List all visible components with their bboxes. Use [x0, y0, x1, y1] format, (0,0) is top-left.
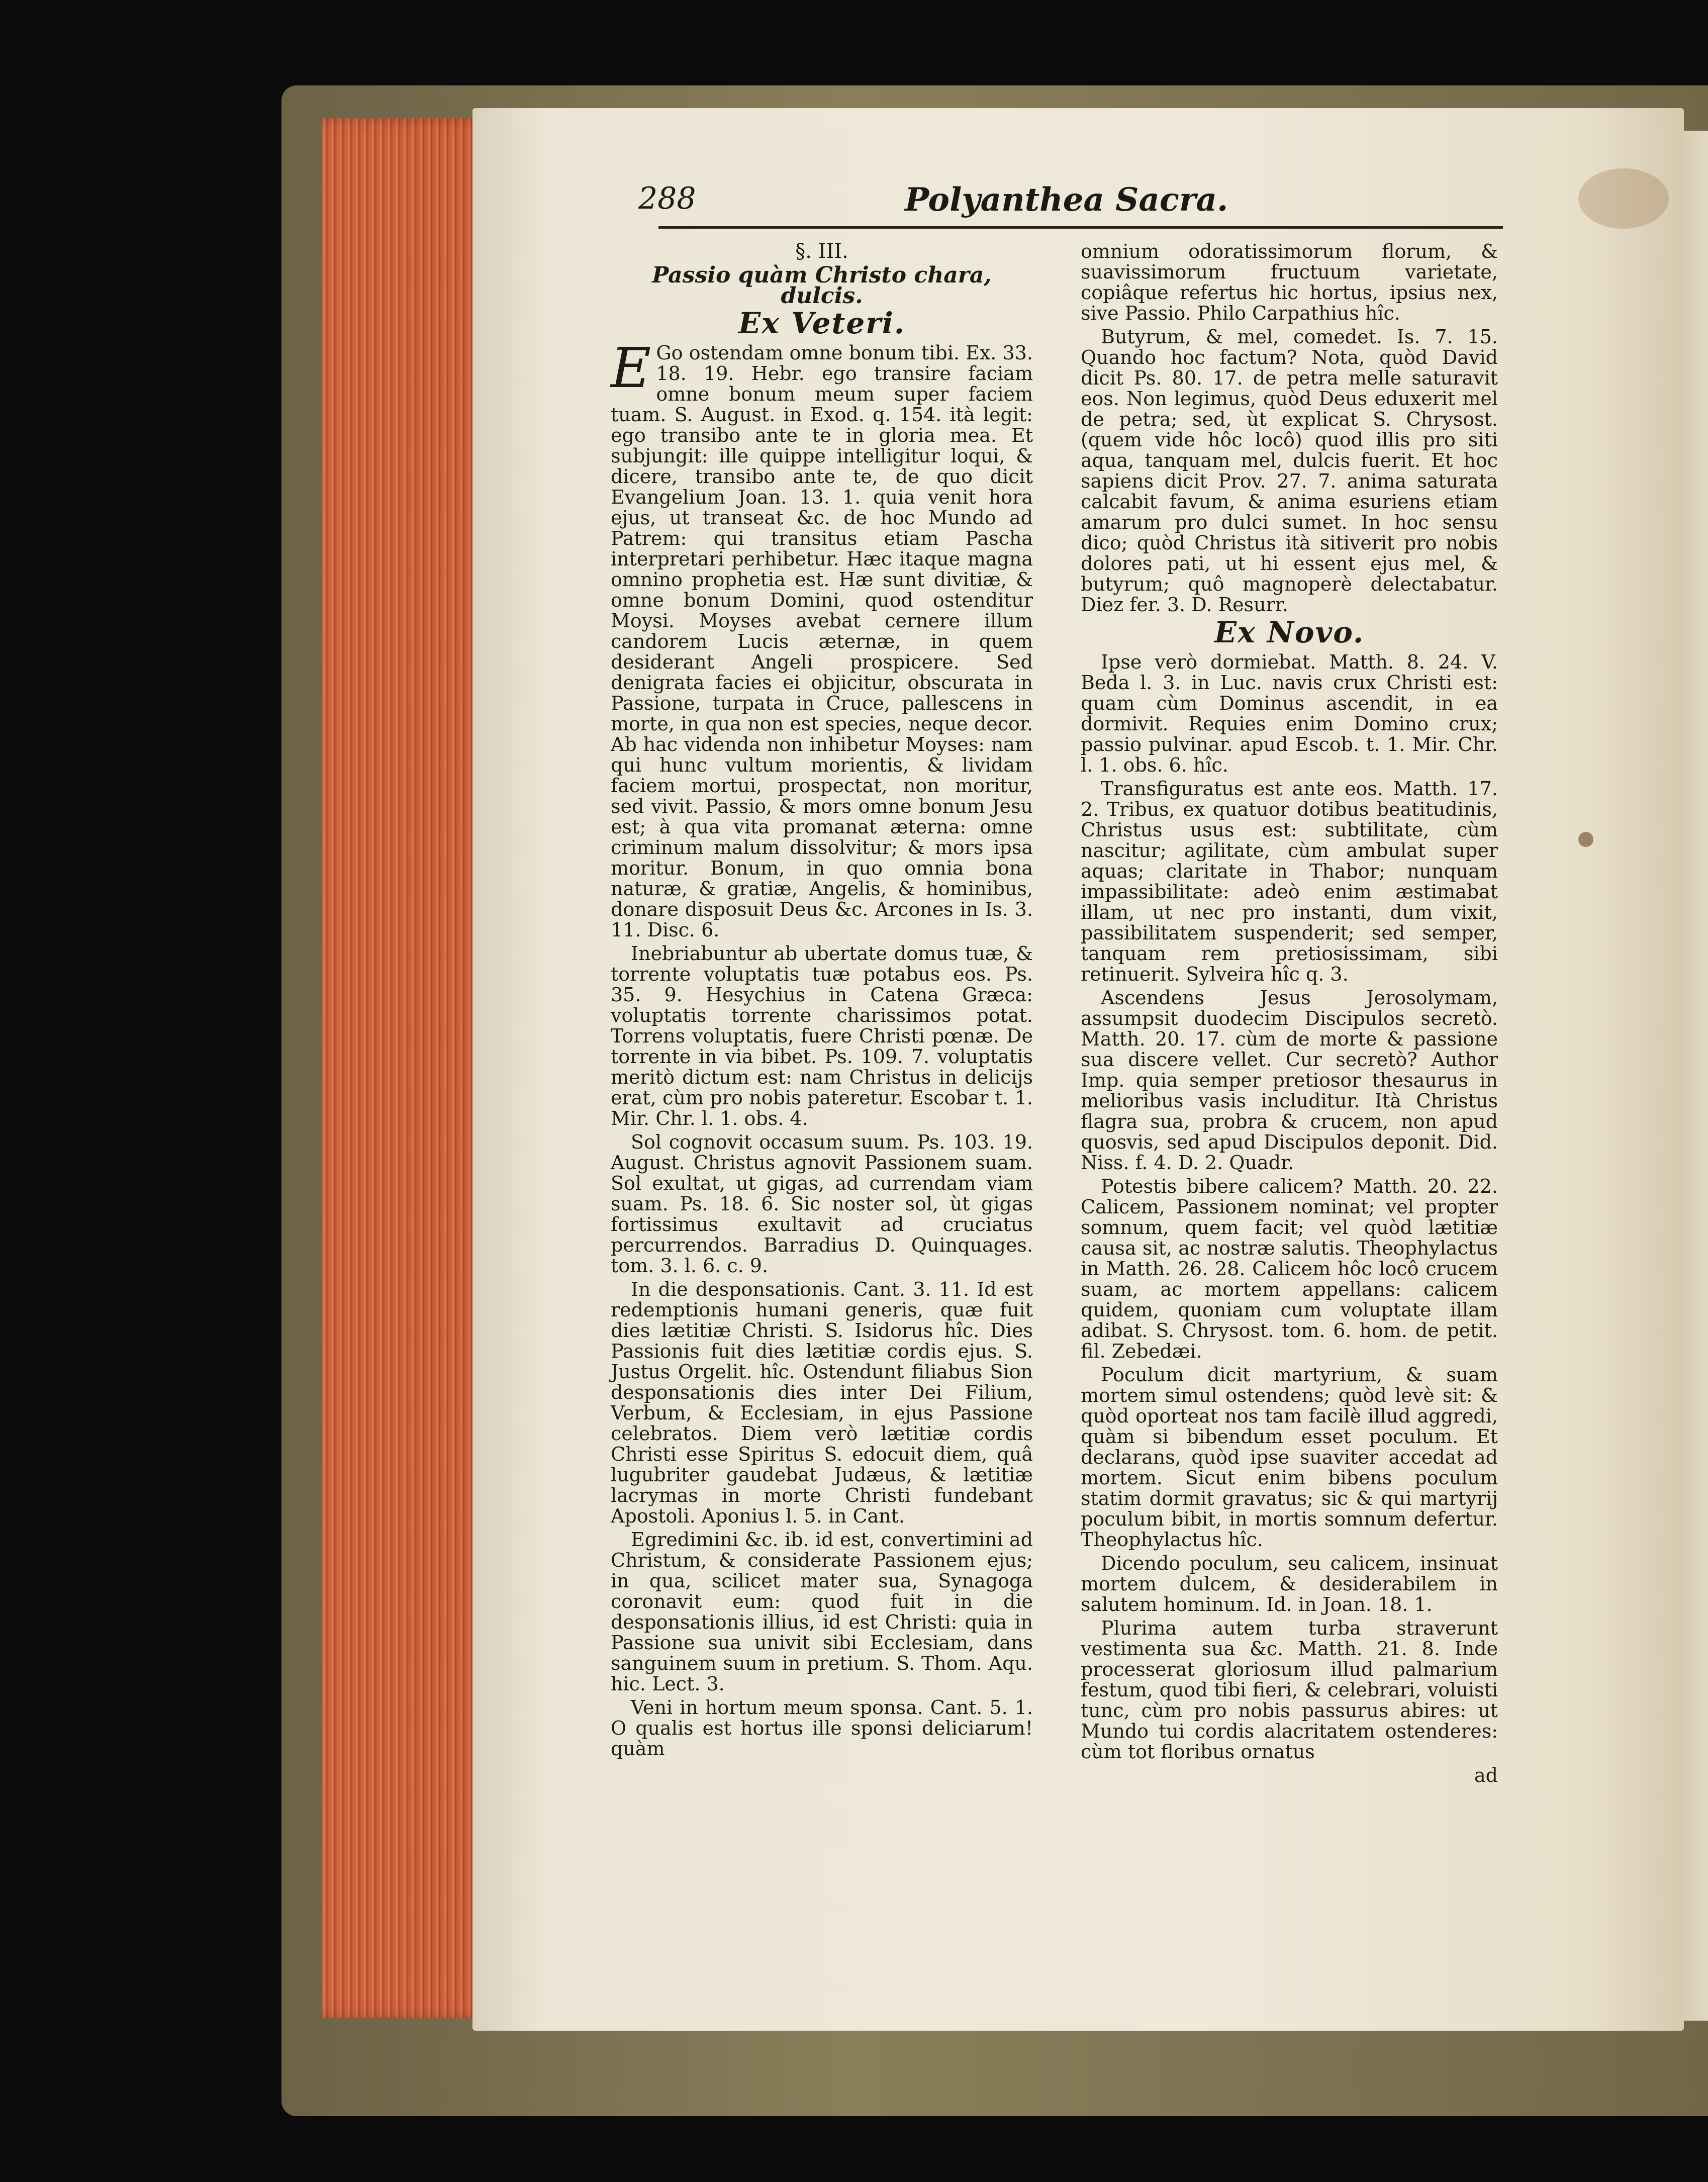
section-title: Passio quàm Christo chara, dulcis. — [652, 262, 992, 309]
right-column — [1081, 241, 1498, 1786]
paragraph: Ipse verò dormiebat. Matth. 8. 24. V. Beda l. 3. in Luc. navis crux Christi est: quam cùm Dominus ascendit, in ea dormivit. Requies enim Domino crux; passio pulvinar. apud Escob. t. 1. Mir. Chr. l. 1. obs. 6. hîc. — [1081, 651, 1498, 776]
paragraph: omnium odoratissimorum florum, & suavissimorum fructuum varietate, copiâque refertus hic hortus, ipsius nex, sive Passio. Philo Carpathius hîc. — [1081, 240, 1498, 324]
paragraph — [611, 336, 1033, 941]
paragraph: Dicendo poculum, seu calicem, insinuat mortem dulcem, & desiderabilem in salutem hominum. Id. in Joan. 18. 1. — [1081, 1552, 1498, 1616]
page-header — [638, 181, 1503, 226]
paragraph: Sol cognovit occasum suum. Ps. 103. 19. August. Christus agnovit Passionem suam. Sol exultat, ut gigas, ad currendam viam suam. Ps. 18. 6. Sic noster sol, ùt gigas fortissimus exultavit ad cruciatus percurrendos. Barradius D. Quinquages. tom. 3. l. 6. c. 9. — [611, 1131, 1033, 1277]
subhead-ex-novo: Ex Novo. — [1214, 615, 1365, 649]
stain-mark — [1578, 168, 1669, 229]
paragraph: Plurima autem turba straverunt vestimenta sua &c. Matth. 21. 8. Inde processerat gloriosum illud palmarium festum, quod tibi fieri, & celebrari, voluisti tunc, cùm pro nobis passurus abires: ut Mundo tui cordis alacritatem ostenderes: cùm tot floribus ornatus — [1081, 1617, 1498, 1763]
paragraph: Inebriabuntur ab ubertate domus tuæ, & torrente voluptatis tuæ potabus eos. Ps. 35. 9. Hesychius in Catena Græca: voluptatis torrente charissimos potat. Torrens voluptatis, fuere Christi pœnæ. De torrente in via bibet. Ps. 109. 7. voluptatis meritò dictum est: nam Christus in delicijs erat, cùm pro nobis pateretur. Escobar t. 1. Mir. Chr. l. 1. obs. 4. — [611, 942, 1033, 1129]
running-title: Polyanthea Sacra. — [905, 181, 1228, 219]
subhead-ex-veteri: Ex Veteri. — [738, 306, 906, 340]
paragraph: Poculum dicit martyrium, & suam mortem simul ostendens; quòd levè sit: & quòd oporteat nos tam facilè illud aggredi, quàm si bibendum esset poculum. Et declarans, quòd ipse suaviter accedat ad mortem. Sicut enim bibens poculum statim dormit gravatus; sic & qui martyrij poculum bibit, in mortis somnum defertur. Theophylactus hîc. — [1081, 1364, 1498, 1551]
paragraph-text: Go ostendam omne bonum tibi. Ex. 33. 18. 19. Hebr. ego transire faciam omne bonum meum super faciem tuam. S. August. in Exod. q. 154. ità legit: ego transibo ante te in gloria mea. Et subjungit: ille quippe intelligitur loqui, & dicere, transibo ante te, de quo dicit Evangelium Joan. 13. 1. quia venit hora ejus, ut transeat &c. de hoc Mundo ad Patrem: qui transitus etiam Pascha interpretari perhibetur. Hæc itaque magna omnino prophetia est. Hæ sunt divitiæ, & omne bonum Domini, quod ostenditur Moysi. Moyses avebat cernere illum candorem Lucis æternæ, in quem desiderant Angeli prospicere. Sed denigrata facies ei objicitur, obscurata in Passione, turpata in Cruce, pallescens in morte, in qua non est species, neque decor. Ab hac videnda non inhibetur Moyses: nam qui hunc vultum morientis, & lividam faciem mortui, prospectat, non moritur, sed vivit. Passio, & mors omne bonum Jesu est; à qua vita promanat æterna: omne criminum malum dissolvitur; & mors ipsa moritur. Bonum, in quo omnia bona naturæ, & gratiæ, Angelis, & hominibus, donare disposuit Deus &c. Arcones in Is. 3. 11. Disc. 6. — [611, 342, 1033, 941]
paragraph: Potestis bibere calicem? Matth. 20. 22. Calicem, Passionem nominat; vel propter somnum, quem facit; vel quòd lætitiæ causa sit, ac nostræ salutis. Theophylactus in Matth. 26. 28. Calicem hôc locô crucem suam, ac mortem appellans: calicem quidem, quoniam cum voluptate illam adibat. S. Chrysost. tom. 6. hom. de petit. fil. Zebedæi. — [1081, 1175, 1498, 1362]
stain-mark — [1578, 832, 1593, 847]
paragraph: Egredimini &c. ib. id est, convertimini ad Christum, & considerate Passionem ejus; in qua, scilicet mater sua, Synagoga coronavit eum: quod fuit in die desponsationis illius, id est Christi: quia in Passione sua univit sibi Ecclesiam, dans sanguinem suum in pretium. S. Thom. Aqu. hic. Lect. 3. — [611, 1529, 1033, 1695]
page-number: 288 — [638, 181, 696, 216]
paragraph: Veni in hortum meum sponsa. Cant. 5. 1. O qualis est hortus ille sponsi deliciarum! quàm — [611, 1696, 1033, 1760]
drop-cap: E — [611, 336, 651, 400]
paragraph: Transfiguratus est ante eos. Matth. 17. 2. Tribus, ex quatuor dotibus beatitudinis, Christus usus est: subtilitate, cùm nascitur; agilitate, cùm ambulat super aquas; claritate in Thabor; nunquam impassibilitate: adeò enim æstimabat illam, ut nec pro instanti, dum vixit, passibilitatem suspenderit; sed semper, tanquam rem pretiosissimam, sibi retinuerit. Sylveira hîc q. 3. — [1081, 778, 1498, 985]
left-column — [611, 241, 1033, 1762]
paragraph: In die desponsationis. Cant. 3. 11. Id est redemptionis humani generis, quæ fuit dies lætitiæ Christi. S. Isidorus hîc. Dies Passionis fuit dies lætitiæ cordis ejus. S. Justus Orgelit. hîc. Ostendunt filiabus Sion desponsationis dies inter Dei Filium, Verbum, & Ecclesiam, in ejus Passione celebratos. Diem verò lætitiæ cordis Christi esse Spiritus S. edocuit diem, quâ lugubriter gaudebat Judæus, & lætitiæ lacrymas in morte Christi fundebant Apostoli. Aponius l. 5. in Cant. — [611, 1278, 1033, 1527]
page-edges — [322, 118, 488, 2018]
paragraph: Ascendens Jesus Jerosolymam, assumpsit duodecim Discipulos secretò. Matth. 20. 17. cùm de morte & passione sua discere vellet. Cur secretò? Author Imp. quia semper pretiosor thesaurus in melioribus vasis includitur. Ità Christus flagra sua, probra & crucem, non apud quosvis, sed apud Discipulos deponit. Did. Niss. f. 4. D. 2. Quadr. — [1081, 987, 1498, 1174]
paragraph: Butyrum, & mel, comedet. Is. 7. 15. Quando hoc factum? Nota, quòd David dicit Ps. 80. 17. de petra melle saturavit eos. Non legimus, quòd Deus eduxerit mel de petra; sed, ùt explicat S. Chrysost. (quem vide hôc locô) quod illis pro siti aqua, tanquam mel, dulcis fuerit. Et hoc sapiens dicit Prov. 27. 7. anima saturata calcabit favum, & anima esuriens etiam amarum pro dulci sumet. In hoc sensu dico; quòd Christus ità sitiverit pro nobis dolores pati, ut hi essent ejus mel, & butyrum; quô magnoperè delectabatur. Diez fer. 3. D. Resurr. — [1081, 326, 1498, 616]
section-mark: §. III. — [795, 240, 848, 263]
header-rule — [658, 226, 1503, 229]
catchword: ad — [1474, 1764, 1498, 1786]
